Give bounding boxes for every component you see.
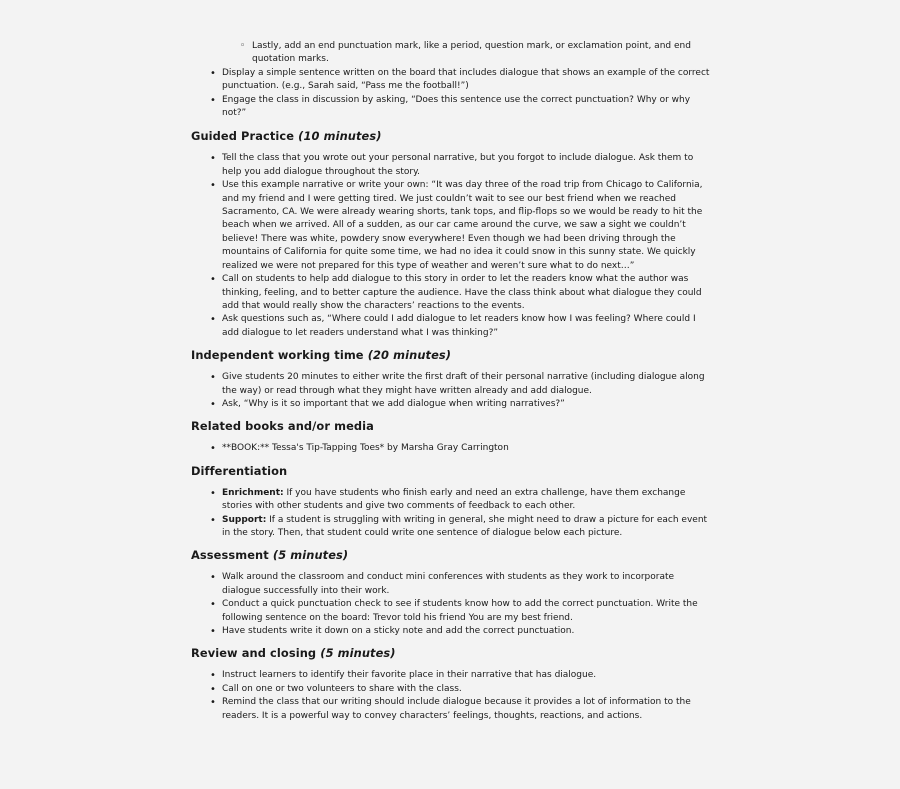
section-time: (5 minutes) [272, 548, 349, 563]
section-title-text: Guided Practice [191, 129, 295, 144]
section-review-closing [191, 646, 711, 723]
enrichment-label: Enrichment: [222, 487, 284, 498]
list-item: • Remind the class that our writing should include dialogue because it provides a lot of information to the readers. It is a powerful way to convey characters’ feelings, thoughts, reactions, and actions. [191, 696, 711, 723]
related-list [191, 442, 711, 455]
lesson-plan-content [191, 40, 711, 723]
list-item-enrichment [191, 487, 711, 514]
section-time: (10 minutes) [298, 129, 382, 144]
intro-list [191, 40, 711, 120]
list-item: • Call on students to help add dialogue to this story in order to let the readers know what the author was thinking, feeling, and to better capture the audience. Have the class think about what dialogue they could add that would really show the characters’ reactions to the events. [191, 273, 711, 313]
section-differentiation [191, 464, 711, 541]
section-assessment [191, 548, 711, 638]
enrichment-text: If you have students who finish early and need an extra challenge, have them exchange stories with other students and give two comments of feedback to each other. [222, 487, 686, 512]
section-independent [191, 348, 711, 411]
list-item-support [191, 514, 711, 541]
list-item: • Give students 20 minutes to either write the first draft of their personal narrative (including dialogue along the way) or read through what they might have written already and add dialogue. [191, 371, 711, 398]
guided-list [191, 152, 711, 340]
intro-item: • Display a simple sentence written on the board that includes dialogue that shows an example of the correct punctuation. (e.g., Sarah said, “Pass me the football!”) [191, 67, 711, 94]
support-text: If a student is struggling with writing in general, she might need to draw a picture for each event in the story. Then, that student could write one sentence of dialogue below each picture. [222, 514, 708, 538]
list-item: • Tell the class that you wrote out your personal narrative, but you forgot to include dialogue. Ask them to help you add dialogue throughout the story. [191, 152, 711, 179]
support-label: Support: [222, 514, 267, 525]
list-item: • Instruct learners to identify their favorite place in their narrative that has dialogue. [191, 669, 711, 682]
intro-sub-item: ◦ Lastly, add an end punctuation mark, like a period, question mark, or exclamation point, and end quotation marks. [191, 40, 711, 67]
list-item: • Have students write it down on a sticky note and add the correct punctuation. [191, 625, 711, 638]
section-time: (20 minutes) [367, 348, 452, 363]
section-guided-practice [191, 129, 711, 340]
section-title: Differentiation [191, 463, 288, 478]
list-item: • Walk around the classroom and conduct mini conferences with students as they work to incorporate dialogue successfully into their work. [191, 571, 711, 598]
section-time: (5 minutes) [320, 646, 396, 661]
section-title-text: Review and closing [191, 646, 317, 661]
section-title [191, 129, 711, 143]
section-title-text: Independent working time [191, 348, 364, 363]
section-title [191, 348, 711, 362]
section-title [191, 646, 711, 660]
section-title [191, 548, 711, 562]
section-title-text: Assessment [191, 548, 269, 563]
list-item: • Conduct a quick punctuation check to see if students know how to add the correct punctuation. Write the following sentence on the board: Trevor told his friend You are my best friend. [191, 598, 711, 625]
list-item: • Use this example narrative or write your own: “It was day three of the road trip from Chicago to California, and my friend and I were getting tired. We just couldn’t wait to see our best friend when we reached Sacramento, CA. We were already wearing shorts, tank tops, and flip-flops so we would be ready to hit the beach when we arrived. All of a sudden, as our car came around the curve, we saw a sight we couldn’t believe! There was white, powdery snow everywhere! Even though we had been driving through the mountains of California for quite some time, we had no idea it could snow in this sunny state. We quickly realized we were not prepared for this type of weather and weren’t sure what to do next…” [191, 179, 711, 273]
independent-list [191, 371, 711, 411]
intro-item: • Engage the class in discussion by asking, “Does this sentence use the correct punctuation? Why or why not?” [191, 94, 711, 121]
review-list [191, 669, 711, 723]
assessment-list [191, 571, 711, 638]
list-item: • Ask questions such as, “Where could I add dialogue to let readers know how I was feeling? Where could I add dialogue to let readers understand what I was thinking?” [191, 313, 711, 340]
section-related-media [191, 419, 711, 455]
list-item: • **BOOK:** Tessa's Tip-Tapping Toes* by Marsha Gray Carrington [191, 442, 711, 455]
list-item: • Call on one or two volunteers to share with the class. [191, 683, 711, 696]
section-title: Related books and/or media [191, 419, 374, 434]
differentiation-list [191, 487, 711, 541]
list-item: • Ask, “Why is it so important that we add dialogue when writing narratives?” [191, 398, 711, 411]
